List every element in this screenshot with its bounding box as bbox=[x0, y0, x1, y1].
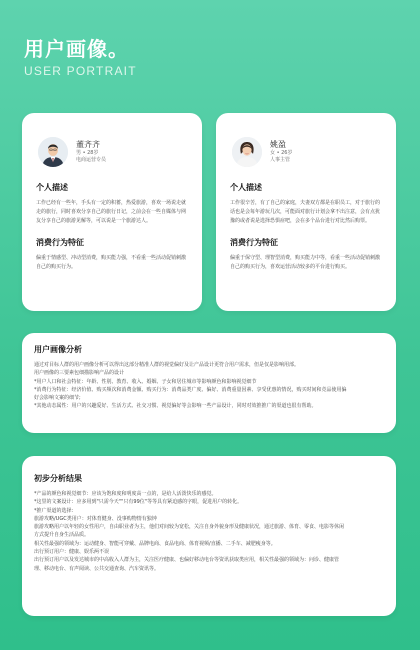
result-lines bbox=[34, 490, 384, 573]
analysis-line: 用户画像的三要素包细描影响产品的设计 bbox=[34, 370, 125, 377]
profile-age: 女 • 26岁 bbox=[270, 150, 293, 156]
profile-identity bbox=[270, 140, 293, 164]
profile-job: 人事主管 bbox=[270, 157, 291, 163]
consumer-behavior-text: 偏重于情感型、冲动型消费，购买能力强，不看重一些活动促销刺激自己的购买行为。 bbox=[36, 255, 187, 270]
profile-name: 董齐齐 bbox=[76, 140, 100, 149]
male-avatar-icon bbox=[38, 137, 68, 167]
consumer-behavior-title: 消费行为特征 bbox=[36, 238, 84, 247]
page-title: 用户画像。 bbox=[24, 37, 129, 61]
personal-description-title: 个人描述 bbox=[36, 183, 68, 192]
profile-age: 男 • 28岁 bbox=[76, 150, 99, 156]
page-subtitle: USER PORTRAIT bbox=[24, 64, 137, 78]
result-line: 旅游攻略/UGC类用户：对体育健身、没事购物情有独钟 bbox=[34, 515, 157, 522]
result-line: *推广渠道的选择： bbox=[34, 507, 77, 514]
profile-card-female bbox=[216, 113, 396, 311]
result-line: 出行预订用户以及发达城市的中高收入人群为主，关注医疗健康、也偏好移动电台等资讯获取类应用，相关性最强的领域为：问诊、健康管 bbox=[34, 557, 340, 564]
analysis-title: 用户画像分析 bbox=[34, 345, 82, 354]
preliminary-result-card bbox=[22, 456, 396, 616]
analysis-line: *用户人口和社会特征：年龄、性别、教育、收入、婚姻、子女和居住城市等影响颜色和影响视觉细节 bbox=[34, 378, 257, 385]
result-line: 旅游攻略用户以年轻的女性用户，自由职业者为主，他们对间较为宽松，关注自身外貌身形及健康状况，通过旅游、体育、零食、电影等休闲 bbox=[34, 524, 345, 531]
profile-name: 姚盈 bbox=[270, 140, 286, 149]
analysis-lines bbox=[34, 361, 384, 411]
analysis-line: 通过对目标人群的用户画像分析可以得出这部分精准人群的视觉偏好及让产品设计更符合用户需求，但是仅是影响用部。 bbox=[34, 362, 300, 368]
page-header bbox=[24, 38, 137, 78]
user-portrait-analysis-card bbox=[22, 333, 396, 433]
personal-description-text: 工作很辛苦，有了自己的家庭，夫妻双方都是在职员工，对于旅行的话也是会每年游玩几次，可能面对旅行计划会拿不出注意，会有点犹豫的或者说是选择恐惧症吧，会在多个品台进行对比然后购票。 bbox=[230, 200, 381, 224]
result-line: 相关性最强的领域为：运动健身、智能可穿戴、品牌电商、食品电商、体育视频/直播、二手车、减肥瘦身等。 bbox=[34, 540, 276, 547]
profile-job: 电商运营专员 bbox=[76, 157, 107, 163]
profile-header bbox=[38, 135, 188, 169]
analysis-line: *其他动态属性：用户的兴趣爱好、生活方式、社交习惯、视觉偏好等会影响一些产品设计，同时对效推推广的渠道也很有帮助。 bbox=[34, 403, 317, 410]
personal-description-title: 个人描述 bbox=[230, 183, 262, 192]
consumer-behavior-text: 偏重于保守型、理智型消费，购买能力中等，看重一些活动促销刺激自己的购买行为，喜欢运营活动较多的平台进行购买。 bbox=[230, 255, 381, 270]
result-title: 初步分析结果 bbox=[34, 474, 82, 483]
analysis-line: *消费行为特征：经济价值、购买频次和消费金额、购买行为：消费品类广度、偏好、消费重量因素、享受优惠的情况，购买时间和竞品使用偏 bbox=[34, 386, 347, 393]
consumer-behavior-title: 消费行为特征 bbox=[230, 238, 278, 247]
analysis-line: 好会影响文案的细节; bbox=[34, 395, 81, 402]
profile-identity bbox=[76, 140, 106, 164]
result-line: *这里的文案设计：应多用到"只需今天""只有99位"等等具有紧迫感的字眼，促进用户的转化。 bbox=[34, 499, 243, 506]
result-line: 方式提升自身生活品质。 bbox=[34, 532, 90, 539]
result-line: 理、移动电台、有声阅读、公共交通查询、汽车资讯等。 bbox=[34, 565, 160, 572]
result-line: 出行预订用户：健康、娱乐两不误 bbox=[34, 549, 110, 556]
profile-header bbox=[232, 135, 382, 169]
result-line: *产品的颜色和视觉细节：应该为饱和度和明度高一点的，是给人活泼快乐的感觉。 bbox=[34, 491, 217, 497]
female-avatar-icon bbox=[232, 137, 262, 167]
personal-description-text: 工作已经有一些年，手头有一定的积蓄，热爱旅游，喜欢一场说走就走的旅行，同时喜欢分享自己的旅行日记，之前会在一些自媒体与网友分享自己的旅游见解等，可以说是一个旅游达人。 bbox=[36, 200, 187, 224]
profile-card-male bbox=[22, 113, 202, 311]
